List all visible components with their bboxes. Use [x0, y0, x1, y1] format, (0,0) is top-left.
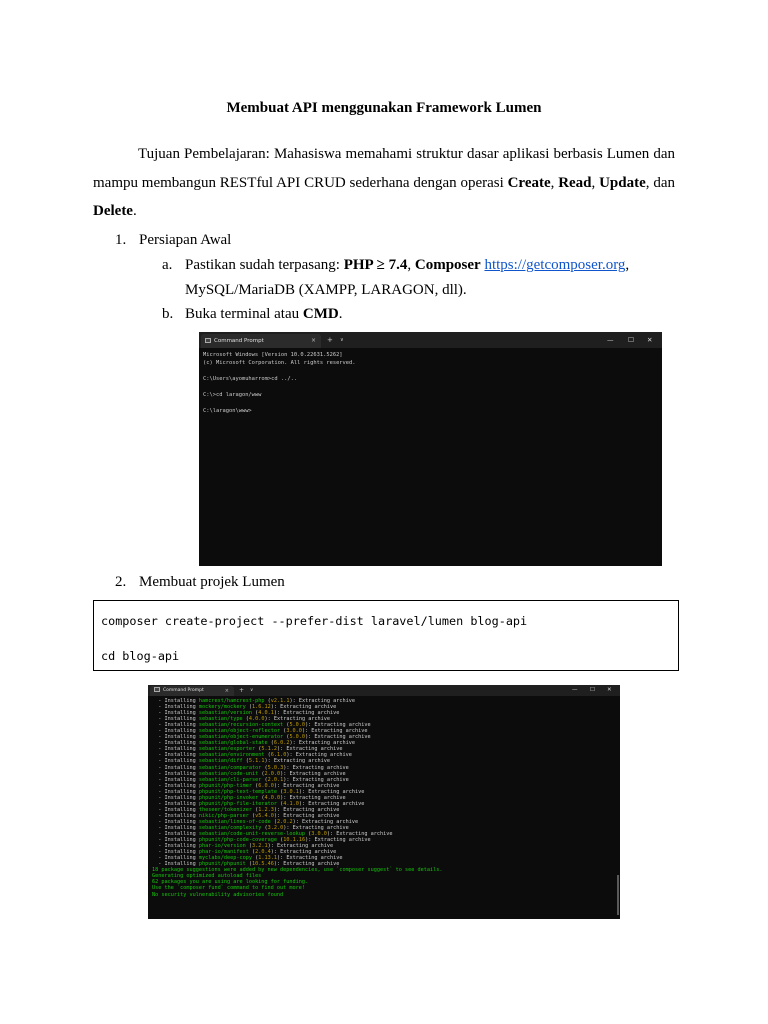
- item-b-label: Buka terminal atau: [185, 306, 303, 322]
- package-version: 2.0.2: [276, 818, 293, 825]
- install-prefix: - Installing: [152, 698, 199, 704]
- install-prefix: - Installing: [152, 861, 199, 868]
- item-b-text: [185, 306, 342, 323]
- package-version: 3.0.0: [311, 831, 327, 838]
- terminal-line: [203, 367, 658, 375]
- install-action: ): Extracting archive: [326, 831, 393, 838]
- terminal-scrollbar[interactable]: [617, 875, 619, 915]
- tab-close-icon[interactable]: ×: [224, 688, 229, 694]
- install-action: ): Extracting archive: [298, 800, 365, 807]
- intro-update: Update: [599, 174, 646, 191]
- package-name: phpunit/php-file-iterator: [198, 800, 277, 807]
- terminal-footer-line: Generating optimized autoload files: [152, 873, 262, 880]
- version-open: (: [251, 782, 259, 789]
- terminal-titlebar: [199, 332, 662, 348]
- package-version: 5.1.2: [261, 746, 277, 753]
- package-name: sebastian/object-enumerator: [198, 734, 284, 741]
- install-action: ): Extracting archive: [283, 824, 349, 831]
- terminal-tab-title: Command Prompt: [163, 688, 204, 693]
- intro-read: Read: [558, 174, 592, 191]
- install-prefix: - Installing: [152, 716, 199, 723]
- install-prefix: - Installing: [152, 849, 199, 856]
- version-open: (: [276, 837, 284, 844]
- install-action: ): Extracting archive: [264, 758, 331, 765]
- intro-sep-3: , dan: [645, 174, 675, 191]
- package-name: phar-io/manifest: [198, 849, 249, 856]
- version-open: (: [258, 794, 265, 801]
- install-action: ): Extracting archive: [280, 770, 346, 777]
- version-open: (: [255, 746, 262, 753]
- item-b-end: .: [338, 306, 343, 322]
- version-open: (: [251, 855, 259, 862]
- intro-end: .: [132, 203, 137, 219]
- install-action: ): Extracting archive: [276, 855, 343, 862]
- package-version: 3.0.0: [286, 728, 302, 735]
- terminal-tab-title: Command Prompt: [214, 338, 264, 344]
- version-open: (: [245, 861, 252, 868]
- item-a-line1: [185, 257, 629, 274]
- package-version: 3.2.0: [267, 824, 284, 831]
- intro-delete: Delete: [93, 203, 133, 219]
- install-action: ): Extracting archive: [283, 776, 349, 783]
- version-open: (: [248, 812, 256, 819]
- install-action: ): Extracting archive: [273, 782, 340, 789]
- install-prefix: - Installing: [152, 770, 199, 777]
- terminal-icon: [205, 338, 211, 343]
- package-version: 2.0.1: [267, 776, 284, 783]
- terminal-output[interactable]: [199, 348, 662, 418]
- intro-paragraph: [93, 140, 675, 226]
- package-version: v2.1.1: [270, 698, 290, 704]
- package-version: 5.0.3: [267, 764, 284, 771]
- install-prefix: - Installing: [152, 776, 199, 783]
- close-button[interactable]: ✕: [647, 336, 653, 344]
- install-action: ): Extracting archive: [273, 710, 340, 717]
- package-name: sebastian/recursion-context: [198, 722, 284, 729]
- install-action: ): Extracting archive: [264, 716, 331, 723]
- install-action: ): Extracting archive: [283, 764, 349, 771]
- code-block: [93, 600, 679, 671]
- package-name: phar-io/version: [198, 843, 246, 850]
- install-prefix: - Installing: [152, 831, 199, 838]
- intro-sep-2: ,: [591, 174, 600, 191]
- package-name: sebastian/code-unit-reverse-lookup: [198, 831, 306, 838]
- package-name: sebastian/environment: [198, 752, 265, 759]
- terminal-tab[interactable]: [201, 334, 321, 348]
- terminal-footer-line: No security vulnerability advisories found: [152, 891, 284, 898]
- install-prefix: - Installing: [152, 843, 199, 850]
- package-name: sebastian/complexity: [198, 824, 262, 831]
- install-action: ): Extracting archive: [301, 728, 368, 735]
- package-name: sebastian/version: [198, 710, 252, 717]
- version-open: (: [245, 843, 252, 850]
- version-open: (: [242, 758, 249, 765]
- terminal-line: [203, 399, 658, 407]
- terminal-line: Microsoft Windows [Version 10.0.22631.5262]: [203, 352, 343, 358]
- close-button[interactable]: ✕: [607, 687, 612, 693]
- section1-title: Persiapan Awal: [139, 232, 232, 248]
- terminal-line: C:\laragon\www>: [203, 408, 252, 414]
- install-prefix: - Installing: [152, 704, 199, 711]
- intro-create: Create: [507, 174, 551, 191]
- version-open: (: [245, 704, 252, 711]
- terminal-output[interactable]: [148, 696, 620, 900]
- version-open: (: [261, 824, 268, 831]
- section1-number: 1.: [115, 232, 127, 248]
- page-title: Membuat API menggunakan Framework Lumen: [226, 100, 542, 116]
- install-action: ): Extracting archive: [273, 806, 340, 813]
- package-name: sebastian/comparator: [198, 764, 262, 771]
- package-version: 1.13.1: [258, 855, 277, 862]
- maximize-button[interactable]: ☐: [628, 336, 634, 344]
- install-action: ): Extracting archive: [276, 746, 343, 753]
- package-name: phpunit/php-text-template: [198, 788, 277, 795]
- item-a-line2: MySQL/MariaDB (XAMPP, LARAGON, dll).: [185, 282, 467, 298]
- version-open: (: [280, 728, 287, 735]
- new-tab-button[interactable]: +: [327, 336, 333, 344]
- package-name: hamcrest/hamcrest-php: [198, 698, 265, 704]
- chevron-down-icon[interactable]: ∨: [340, 337, 344, 343]
- package-version: 3.0.1: [283, 788, 299, 795]
- install-prefix: - Installing: [152, 734, 199, 741]
- install-action: ): Extracting archive: [292, 818, 359, 825]
- section2-number: 2.: [115, 574, 127, 590]
- install-action: ): Extracting archive: [305, 734, 371, 741]
- terminal-footer-line: 62 packages you are using are looking for funding.: [152, 879, 309, 886]
- package-name: phpunit/phpunit: [198, 861, 246, 868]
- install-action: ): Extracting archive: [286, 752, 352, 759]
- minimize-button[interactable]: —: [572, 687, 578, 693]
- install-action: ): Extracting archive: [298, 788, 365, 795]
- package-version: 5.1.1: [248, 758, 265, 765]
- version-open: (: [267, 740, 274, 747]
- package-version: 10.5.46: [251, 861, 274, 868]
- terminal-line: (c) Microsoft Corporation. All rights reserved.: [203, 360, 356, 366]
- package-version: 2.0.4: [255, 849, 271, 856]
- version-open: (: [283, 734, 290, 741]
- package-version: 1.2.3: [258, 806, 274, 813]
- install-prefix: - Installing: [152, 824, 199, 831]
- package-name: sebastian/global-state: [198, 740, 268, 747]
- install-action: ): Extracting archive: [273, 861, 340, 868]
- package-name: theseer/tokenizer: [198, 806, 252, 813]
- install-prefix: - Installing: [152, 800, 199, 807]
- terminal-icon: [154, 687, 160, 692]
- package-name: sebastian/cli-parser: [198, 776, 262, 783]
- terminal-window-1: [199, 332, 662, 566]
- install-action: ): Extracting archive: [289, 740, 356, 747]
- package-name: sebastian/type: [198, 716, 243, 723]
- package-version: 6.0.0: [258, 782, 274, 789]
- package-version: 6.1.0: [270, 752, 287, 759]
- item-b-marker: b.: [162, 306, 174, 322]
- package-name: sebastian/object-reflector: [198, 728, 281, 735]
- install-prefix: - Installing: [152, 740, 199, 747]
- package-version: 5.0.0: [289, 722, 306, 729]
- install-action: ): Extracting archive: [280, 794, 346, 801]
- package-name: sebastian/code-unit: [198, 770, 259, 777]
- install-prefix: - Installing: [152, 764, 199, 771]
- package-version: 2.0.0: [264, 770, 281, 777]
- package-version: 10.1.16: [283, 837, 306, 844]
- package-version: 4.0.0: [248, 716, 265, 723]
- version-open: (: [242, 716, 249, 723]
- version-open: (: [261, 776, 268, 783]
- version-open: (: [276, 788, 284, 795]
- version-open: (: [270, 818, 277, 825]
- install-action: ): Extracting archive: [267, 843, 334, 850]
- version-open: (: [276, 800, 284, 807]
- new-tab-button[interactable]: +: [239, 687, 245, 694]
- package-version: 4.0.0: [264, 794, 281, 801]
- package-name: sebastian/lines-of-code: [198, 818, 271, 825]
- package-name: nikic/php-parser: [198, 812, 249, 819]
- package-version: 6.0.2: [273, 740, 290, 747]
- intro-text: Tujuan Pembelajaran: Mahasiswa memahami struktur dasar aplikasi berbasis Lumen dan mampu membangun RESTful API CRUD sederhana dengan operasi: [93, 146, 675, 191]
- package-name: phpunit/php-timer: [198, 782, 252, 789]
- install-prefix: - Installing: [152, 758, 199, 765]
- package-version: 3.2.1: [251, 843, 268, 850]
- terminal-line: [203, 383, 658, 391]
- package-version: 4.1.0: [283, 800, 299, 807]
- package-version: 1.6.12: [251, 704, 271, 711]
- maximize-button[interactable]: ☐: [590, 687, 595, 693]
- item-a-comma: ,: [625, 257, 630, 273]
- version-open: (: [283, 722, 290, 729]
- package-name: myclabs/deep-copy: [198, 855, 252, 862]
- terminal-window-2: [148, 685, 620, 919]
- terminal-footer-line: Use the `composer fund` command to find out more!: [152, 885, 306, 892]
- version-open: (: [264, 752, 271, 759]
- install-prefix: - Installing: [152, 752, 199, 759]
- install-prefix: - Installing: [152, 722, 199, 729]
- version-open: (: [258, 770, 265, 777]
- version-open: (: [251, 806, 259, 813]
- tab-close-icon[interactable]: ×: [310, 337, 316, 344]
- item-a-sep: ,: [407, 257, 415, 273]
- install-action: ): Extracting archive: [289, 698, 356, 704]
- item-a-marker: a.: [162, 257, 173, 273]
- install-prefix: - Installing: [152, 788, 199, 795]
- terminal-footer-line: 18 package suggestions were added by new dependencies, use `composer suggest` to see details.: [152, 867, 443, 874]
- version-open: (: [264, 698, 271, 704]
- install-action: ): Extracting archive: [305, 837, 371, 844]
- install-prefix: - Installing: [152, 818, 199, 825]
- install-prefix: - Installing: [152, 806, 199, 813]
- item-a-text: Pastikan sudah terpasang:: [185, 257, 344, 273]
- getcomposer-link[interactable]: https://getcomposer.org: [484, 257, 626, 273]
- composer-requirement: Composer: [414, 257, 481, 273]
- section2-title: Membuat projek Lumen: [139, 574, 285, 590]
- install-action: ): Extracting archive: [273, 812, 340, 819]
- version-open: (: [261, 764, 268, 771]
- package-name: sebastian/diff: [198, 758, 243, 765]
- package-name: phpunit/php-invoker: [198, 794, 259, 801]
- chevron-down-icon[interactable]: ∨: [250, 688, 254, 693]
- install-prefix: - Installing: [152, 782, 199, 789]
- package-name: phpunit/php-code-coverage: [198, 837, 277, 844]
- package-name: mockery/mockery: [198, 704, 246, 711]
- code-line-create-project: composer create-project --prefer-dist laravel/lumen blog-api: [101, 614, 528, 628]
- install-prefix: - Installing: [152, 710, 199, 717]
- terminal-line: C:\Users\ayomuharrom>cd ../..: [203, 376, 298, 382]
- install-action: ): Extracting archive: [305, 722, 371, 729]
- minimize-button[interactable]: —: [607, 336, 614, 344]
- package-version: v5.4.0: [255, 812, 274, 819]
- version-open: (: [248, 849, 256, 856]
- version-open: (: [305, 831, 312, 838]
- package-version: 5.0.0: [289, 734, 306, 741]
- terminal-tab[interactable]: [150, 686, 234, 696]
- terminal-line: C:\>cd laragon/www: [203, 392, 262, 398]
- install-action: ): Extracting archive: [270, 704, 337, 711]
- install-prefix: - Installing: [152, 746, 199, 753]
- install-prefix: - Installing: [152, 794, 199, 801]
- php-requirement: PHP ≥ 7.4: [343, 257, 408, 273]
- version-open: (: [251, 710, 259, 717]
- intro-sep-1: ,: [550, 174, 559, 191]
- install-prefix: - Installing: [152, 855, 199, 862]
- install-prefix: - Installing: [152, 812, 199, 819]
- package-name: sebastian/exporter: [198, 746, 256, 753]
- install-prefix: - Installing: [152, 837, 199, 844]
- install-prefix: - Installing: [152, 728, 199, 735]
- cmd-label: CMD: [302, 306, 339, 322]
- code-line-cd: cd blog-api: [101, 649, 180, 663]
- install-action: ): Extracting archive: [270, 849, 337, 856]
- terminal-titlebar: [148, 685, 620, 696]
- package-version: 4.0.1: [258, 710, 274, 717]
